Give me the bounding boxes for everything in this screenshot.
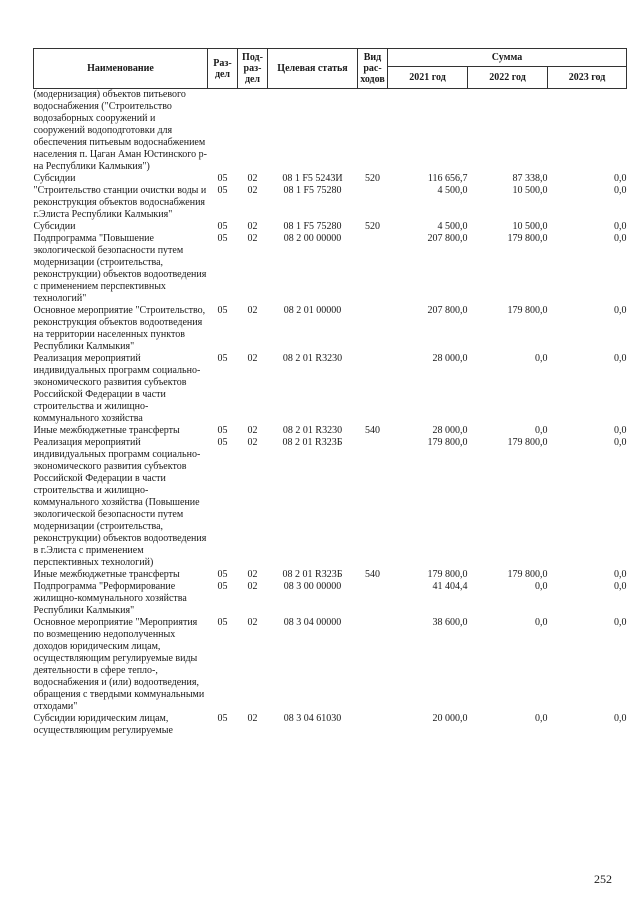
cell-tc: 08 2 01 R323Б	[282, 569, 343, 580]
cell-y1: 207 800,0	[427, 233, 468, 244]
cell-y2: 0,0	[535, 425, 548, 436]
cell-tc	[268, 89, 358, 174]
cell-rz: 05	[217, 221, 228, 232]
cell-name: (модернизация) объектов питьевого водоснабжения ("Строительство водозаборных сооружений и сооружений водоподготовки для обеспечения питьевым водоснабжением населения п. Цаган Аман Юстинского р-на Республики Калмыкия")	[33, 89, 207, 172]
cell-y3	[548, 89, 627, 174]
cell-pr: 02	[247, 437, 258, 448]
table-row	[34, 305, 627, 353]
cell-rz: 05	[217, 569, 228, 580]
cell-name: Реализация мероприятий индивидуальных программ социально-экономического развития субъектов Российской Федерации в части строительства и жилищно-коммунального хозяйства	[33, 353, 201, 424]
cell-name: Иные межбюджетные трансферты	[33, 425, 180, 436]
table-body	[34, 89, 627, 738]
cell-vr	[358, 581, 388, 617]
cell-vr: 540	[365, 425, 380, 436]
cell-y1: 38 600,0	[432, 617, 468, 628]
cell-pr: 02	[247, 581, 258, 592]
cell-name: Реализация мероприятий индивидуальных программ социально-экономического развития субъектов Российской Федерации в части строительства и жилищно-коммунального хозяйства (Повышение экологической безопасности путем модернизации (строительства, реконструкции) объектов водоотведения в г.Элиста с применением перспективных технологий)	[33, 437, 207, 568]
cell-name: Субсидии юридическим лицам, осуществляющим регулируемые	[33, 713, 173, 736]
cell-y2: 179 800,0	[507, 233, 548, 244]
cell-y3: 0,0	[614, 305, 627, 316]
table-row	[34, 353, 627, 425]
cell-vr: 540	[365, 569, 380, 580]
cell-pr: 02	[247, 617, 258, 628]
cell-y3: 0,0	[614, 425, 627, 436]
cell-tc: 08 2 01 R3230	[282, 425, 343, 436]
cell-vr: 520	[365, 221, 380, 232]
cell-vr	[358, 437, 388, 569]
cell-y2: 179 800,0	[507, 437, 548, 448]
cell-y2: 0,0	[535, 617, 548, 628]
table-row	[34, 173, 627, 185]
cell-y3: 0,0	[614, 569, 627, 580]
cell-y1: 28 000,0	[432, 353, 468, 364]
cell-vr	[358, 185, 388, 221]
header-podrazdel: Под-раз-дел	[238, 49, 268, 89]
table-row	[34, 89, 627, 174]
table-row	[34, 233, 627, 305]
header-target: Целевая статья	[268, 49, 358, 89]
cell-name: Основное мероприятие "Строительство, реконструкция объектов водоотведения на территории населенных пунктов Республики Калмыкия"	[33, 305, 206, 352]
cell-y3: 0,0	[614, 581, 627, 592]
table-row	[34, 221, 627, 233]
cell-vr	[358, 233, 388, 305]
cell-y1: 4 500,0	[437, 221, 468, 232]
cell-y2: 10 500,0	[512, 221, 548, 232]
cell-tc: 08 1 F5 75280	[283, 221, 342, 232]
cell-tc: 08 3 00 00000	[283, 581, 342, 592]
table-row	[34, 581, 627, 617]
cell-y2: 0,0	[535, 713, 548, 724]
cell-rz: 05	[217, 173, 228, 184]
cell-pr: 02	[247, 221, 258, 232]
cell-y3: 0,0	[614, 173, 627, 184]
cell-pr: 02	[247, 425, 258, 436]
cell-vr	[358, 305, 388, 353]
cell-name: Основное мероприятие "Мероприятия по возмещению недополученных доходов юридическим лицам, осуществляющим регулируемые виды деятельности в сфере тепло-, водоснабжения и (или) водоотведения, обращения с твердыми коммунальными отходами"	[33, 617, 205, 712]
header-razdel: Раз-дел	[208, 49, 238, 89]
table-row	[34, 713, 627, 737]
cell-y1: 28 000,0	[432, 425, 468, 436]
table-row	[34, 437, 627, 569]
cell-vr	[358, 713, 388, 737]
cell-y1	[388, 89, 468, 174]
cell-y1: 179 800,0	[427, 437, 468, 448]
cell-name: "Строительство станции очистки воды и реконструкция объектов водоснабжения г.Элиста Республики Калмыкия"	[33, 185, 207, 220]
cell-y1: 179 800,0	[427, 569, 468, 580]
cell-pr	[238, 89, 268, 174]
cell-pr: 02	[247, 185, 258, 196]
cell-pr: 02	[247, 305, 258, 316]
cell-tc: 08 3 04 61030	[283, 713, 342, 724]
cell-pr: 02	[247, 173, 258, 184]
cell-vr	[358, 89, 388, 174]
cell-tc: 08 1 F5 5243И	[282, 173, 343, 184]
cell-vr	[358, 617, 388, 713]
page-number: 252	[594, 872, 612, 886]
cell-pr: 02	[247, 713, 258, 724]
header-sum: Сумма	[388, 49, 627, 67]
cell-rz: 05	[217, 713, 228, 724]
cell-tc: 08 2 01 R3230	[282, 353, 343, 364]
cell-name: Подпрограмма "Реформирование жилищно-коммунального хозяйства Республики Калмыкия"	[33, 581, 187, 616]
cell-y1: 116 656,7	[427, 173, 468, 184]
header-vid: Вид рас-ходов	[358, 49, 388, 89]
cell-tc: 08 2 01 00000	[283, 305, 342, 316]
cell-rz: 05	[217, 353, 228, 364]
cell-y2: 179 800,0	[507, 305, 548, 316]
cell-y3: 0,0	[614, 353, 627, 364]
header-year-2022: 2022 год	[468, 67, 548, 89]
cell-y2: 0,0	[535, 353, 548, 364]
header-year-2023: 2023 год	[548, 67, 627, 89]
cell-rz: 05	[217, 305, 228, 316]
cell-vr	[358, 353, 388, 425]
cell-y3: 0,0	[614, 221, 627, 232]
cell-y2: 179 800,0	[507, 569, 548, 580]
table-row	[34, 569, 627, 581]
cell-name: Подпрограмма "Повышение экологической безопасности путем модернизации (строительства, реконструкции) объектов водоотведения с применением перспективных технологий"	[33, 233, 207, 304]
cell-y3: 0,0	[614, 617, 627, 628]
cell-tc: 08 2 01 R323Б	[282, 437, 343, 448]
cell-y2: 0,0	[535, 581, 548, 592]
cell-y3: 0,0	[614, 233, 627, 244]
header-name: Наименование	[34, 49, 208, 89]
cell-pr: 02	[247, 353, 258, 364]
cell-y1: 207 800,0	[427, 305, 468, 316]
cell-y2: 87 338,0	[512, 173, 548, 184]
table-row	[34, 617, 627, 713]
cell-rz: 05	[217, 233, 228, 244]
budget-table	[33, 48, 627, 737]
cell-rz: 05	[217, 617, 228, 628]
cell-vr: 520	[365, 173, 380, 184]
cell-y1: 41 404,4	[432, 581, 468, 592]
table-row	[34, 185, 627, 221]
cell-tc: 08 3 04 00000	[283, 617, 342, 628]
cell-rz: 05	[217, 437, 228, 448]
cell-y1: 4 500,0	[437, 185, 468, 196]
cell-rz: 05	[217, 185, 228, 196]
table-row	[34, 425, 627, 437]
cell-y3: 0,0	[614, 437, 627, 448]
cell-y2	[468, 89, 548, 174]
cell-y3: 0,0	[614, 185, 627, 196]
cell-name: Субсидии	[33, 173, 76, 184]
cell-rz: 05	[217, 581, 228, 592]
cell-pr: 02	[247, 569, 258, 580]
cell-y1: 20 000,0	[432, 713, 468, 724]
cell-rz: 05	[217, 425, 228, 436]
cell-name: Иные межбюджетные трансферты	[33, 569, 180, 580]
cell-y3: 0,0	[614, 713, 627, 724]
cell-rz	[208, 89, 238, 174]
cell-name: Субсидии	[33, 221, 76, 232]
cell-y2: 10 500,0	[512, 185, 548, 196]
cell-pr: 02	[247, 233, 258, 244]
cell-tc: 08 1 F5 75280	[283, 185, 342, 196]
header-year-2021: 2021 год	[388, 67, 468, 89]
table-header	[34, 49, 627, 89]
cell-tc: 08 2 00 00000	[283, 233, 342, 244]
